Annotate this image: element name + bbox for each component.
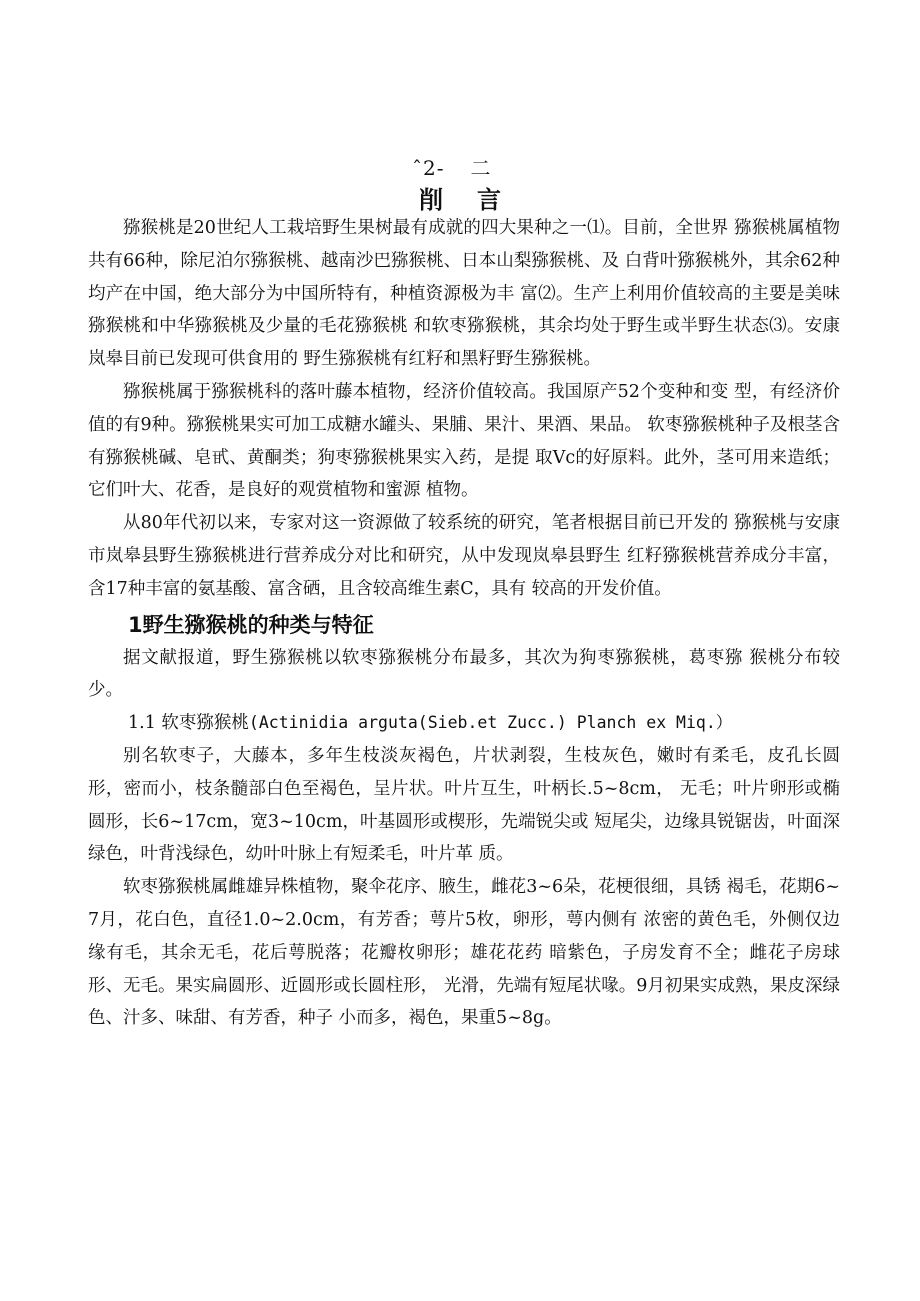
intro-paragraph-1: 猕猴桃是20世纪人工栽培野生果树最有成就的四大果种之一⑴。目前，全世界 猕猴桃属植物共有66种，除尼泊尔猕猴桃、越南沙巴猕猴桃、日本山梨猕猴桃、及 白背叶猕猴桃外，其余62种均产在中国，绝大部分为中国所特有，种植资源极为丰 富⑵。生产上利用价值较高的主要是美味猕猴桃和中华猕猴桃及少量的毛花猕猴桃 和软枣猕猴桃，其余均处于野生或半野生状态⑶。安康岚皋目前已发现可供食用的 野生猕猴桃有红籽和黑籽野生猕猴桃。 [88,218,840,370]
section-1-1-paragraph-1: 别名软枣子，大藤本，多年生枝淡灰褐色，片状剥裂，生枝灰色，嫩时有柔毛，皮孔长圆形，密而小，枝条髓部白色至褐色，呈片状。叶片互生，叶柄长.5~8cm， 无毛；叶片卵形或椭圆形，长6~17cm，宽3~10cm，叶基圆形或楔形，先端锐尖或 短尾尖，边缘具锐锯齿，叶面深绿色，叶背浅绿色，幼叶叶脉上有短柔毛，叶片革 质。 [88,745,840,865]
section-heading-1-1 [88,707,840,740]
page-marker-number: ˆ2- [412,156,445,180]
section-heading-1-1-latin: (Actinidia arguta(Sieb.et Zucc.) Planch ex Miq.） [248,713,733,733]
intro-paragraph-2: 猕猴桃属于猕猴桃科的落叶藤本植物，经济价值较高。我国原产52个变种和变 型，有经济价值的有9种。猕猴桃果实可加工成糖水罐头、果脯、果汁、果酒、果品。 软枣猕猴桃种子及根茎含有猕猴桃碱、皂甙、黄酮类；狗枣猕猴桃果实入药，是提 取Vc的好原料。此外，茎可用来造纸；它们叶大、花香，是良好的观赏植物和蜜源 植物。 [88,381,840,501]
section-1-1-paragraph-2: 软枣猕猴桃属雌雄异株植物，聚伞花序、腋生，雌花3~6朵，花梗很细，具锈 褐毛，花期6~7月，花白色，直径1.0~2.0cm，有芳香；萼片5枚，卵形，萼内侧有 浓密的黄色毛，外侧仅边缘有毛，其余无毛，花后萼脱落；花瓣枚卵形；雄花花药 暗紫色，子房发育不全；雌花子房球形、无毛。果实扁圆形、近圆形或长圆柱形， 光滑，先端有短尾状喙。9月初果实成熟，果皮深绿色、汁多、味甜、有芳香，种子 小而多，褐色，果重5~8g。 [88,877,840,1029]
page-title: 削言 [419,186,535,214]
section-heading-1-1-number: 1.1 [128,713,162,734]
section-heading-1: 1野生猕猴桃的种类与特征 [128,612,374,637]
page-marker-dash: 二 [470,156,492,180]
section-heading-1-1-name: 软枣猕猴桃 [161,713,249,734]
page-marker [412,152,491,181]
document-body [88,212,840,1035]
intro-paragraph-3: 从80年代初以来，专家对这一资源做了较系统的研究，笔者根据目前已开发的 猕猴桃与安康市岚皋县野生猕猴桃进行营养成分对比和研究，从中发现岚皋县野生 红籽猕猴桃营养成分丰富，含17种丰富的氨基酸、富含硒，且含较高维生素C，具有 较高的开发价值。 [88,513,840,599]
section-1-paragraph: 据文献报道，野生猕猴桃以软枣猕猴桃分布最多，其次为狗枣猕猴桃，葛枣猕 猴桃分布较少。 [88,647,840,701]
